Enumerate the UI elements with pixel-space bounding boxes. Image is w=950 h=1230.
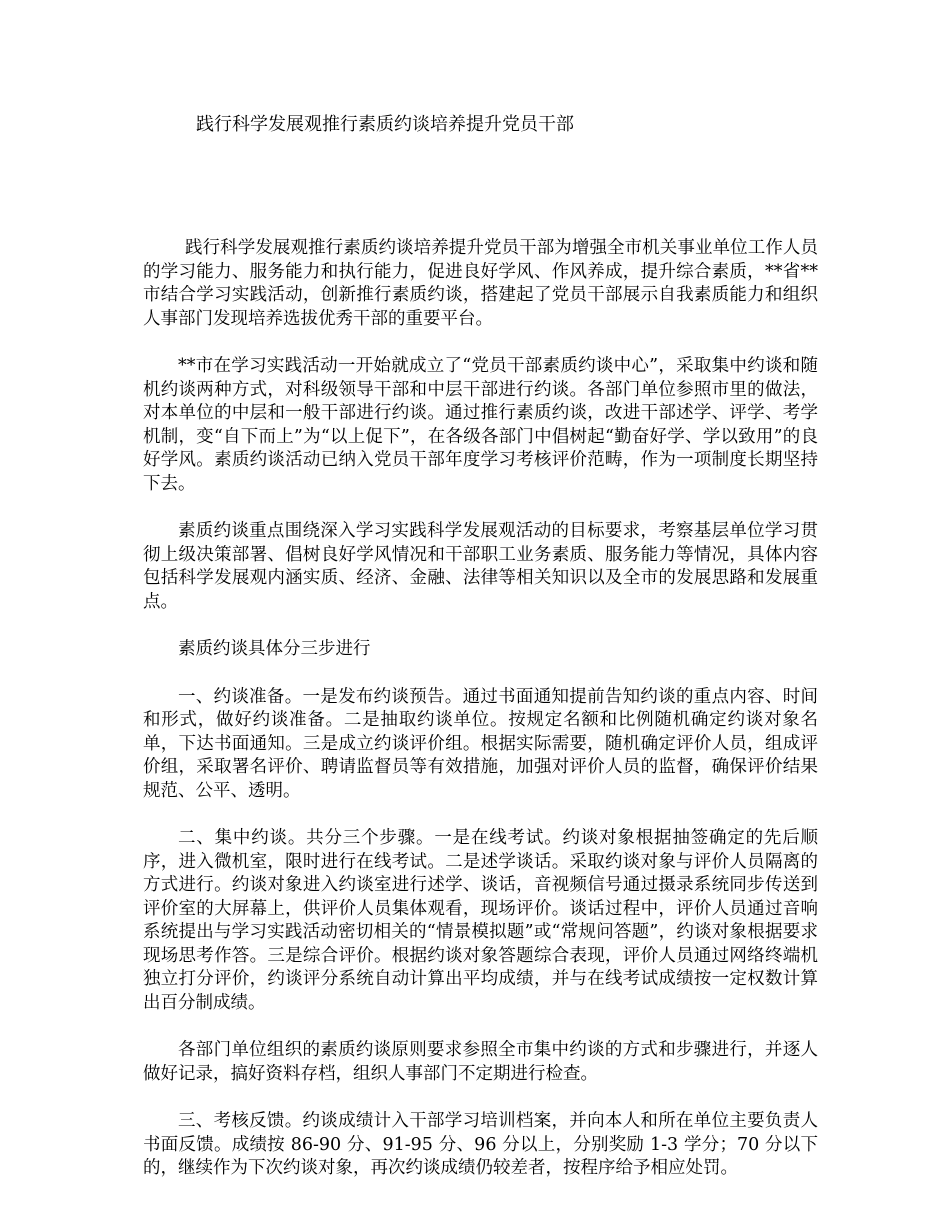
paragraph-step-feedback: 三、考核反馈。约谈成绩计入干部学习培训档案，并向本人和所在单位主要负责人书面反馈。成绩按 86-90 分、91-95 分、96 分以上，分别奖励 1-3 学分；70 分以下的，继续作为下次约谈对象，再次约谈成绩仍较差者，按程序给予相应处罚。 <box>143 1111 818 1178</box>
paragraph-focus: 素质约谈重点围绕深入学习实践科学发展观活动的目标要求，考察基层单位学习贯彻上级决策部署、倡树良好学风情况和干部职工业务素质、服务能力等情况，具体内容包括科学发展观内涵实质、经济、金融、法律等相关知识以及全市的发展思路和发展重点。 <box>143 521 818 612</box>
paragraph-center-setup: **市在学习实践活动一开始就成立了“党员干部素质约谈中心”，采取集中约谈和随机约谈两种方式，对科级领导干部和中层干部进行约谈。各部门单位参照市里的做法，对本单位的中层和一般干部进行约谈。通过推行素质约谈，改进干部述学、评学、考学机制，变“自下而上”为“以上促下”，在各级各部门中倡树起“勤奋好学、学以致用”的良好学风。素质约谈活动已纳入党员干部年度学习考核评价范畴，作为一项制度长期坚持下去。 <box>143 356 818 494</box>
paragraph-department-rule: 各部门单位组织的素质约谈原则要求参照全市集中约谈的方式和步骤进行，并逐人做好记录，搞好资料存档，组织人事部门不定期进行检查。 <box>143 1040 818 1084</box>
paragraph-step-interview: 二、集中约谈。共分三个步骤。一是在线考试。约谈对象根据抽签确定的先后顺序，进入微机室，限时进行在线考试。二是述学谈话。采取约谈对象与评价人员隔离的方式进行。约谈对象进入约谈室进行述学、谈话，音视频信号通过摄录系统同步传送到评价室的大屏幕上，供评价人员集体观看，现场评价。谈话过程中，评价人员通过音响系统提出与学习实践活动密切相关的“情景模拟题”或“常规问答题”，约谈对象根据要求现场思考作答。三是综合评价。根据约谈对象答题综合表现，评价人员通过网络终端机独立打分评价，约谈评分系统自动计算出平均成绩，并与在线考试成绩按一定权数计算出百分制成绩。 <box>143 828 818 1013</box>
paragraph-intro: 践行科学发展观推行素质约谈培养提升党员干部为增强全市机关事业单位工作人员的学习能力、服务能力和执行能力，促进良好学风、作风养成，提升综合素质，**省**市结合学习实践活动，创新推行素质约谈，搭建起了党员干部展示自我素质能力和组织人事部门发现培养选拔优秀干部的重要平台。 <box>143 238 818 329</box>
document-title: 践行科学发展观推行素质约谈培养提升党员干部 <box>196 114 574 135</box>
paragraph-step-preparation: 一、约谈准备。一是发布约谈预告。通过书面通知提前告知约谈的重点内容、时间和形式，做好约谈准备。二是抽取约谈单位。按规定名额和比例随机确定约谈对象名单，下达书面通知。三是成立约谈评价组。根据实际需要，随机确定评价人员，组成评价组，采取署名评价、聘请监督员等有效措施，加强对评价人员的监督，确保评价结果规范、公平、透明。 <box>143 686 818 801</box>
document-body <box>143 237 818 1205</box>
paragraph-steps-heading: 素质约谈具体分三步进行 <box>178 639 371 659</box>
